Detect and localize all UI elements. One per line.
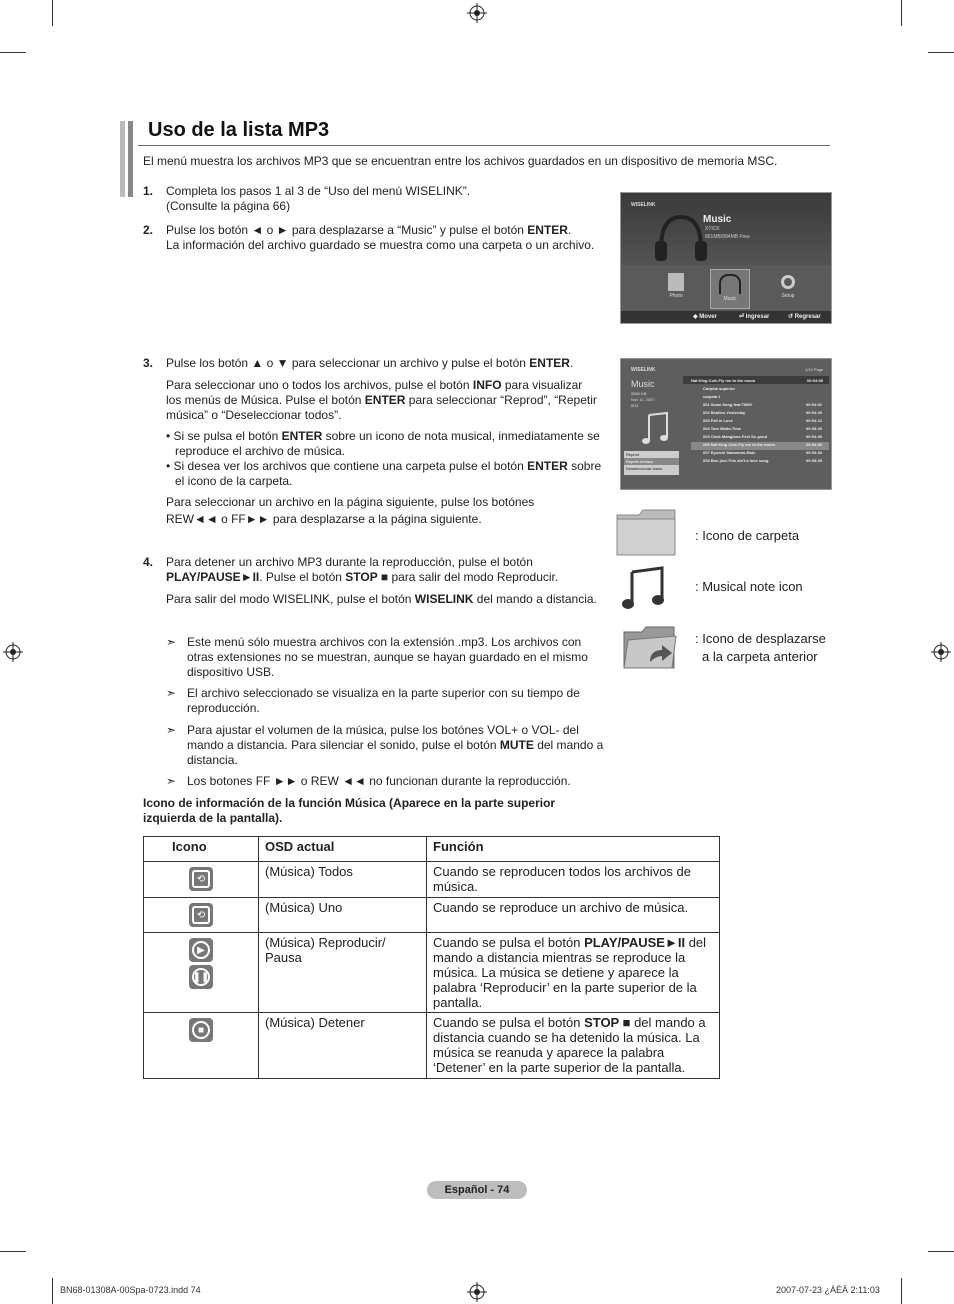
menu-item-setup[interactable]: Setup (773, 269, 803, 309)
table-row: ⟲ (Música) Uno Cuando se reproduce un archivo de música. (144, 898, 720, 933)
step-number: 4. (143, 555, 154, 569)
step-3-paragraph: Para seleccionar uno o todos los archivos, pulse el botón INFO para visualizar los menús de Música. Pulse el botón ENTER para seleccionar “Reprod”, “Repetir música” o “Deseleccionar todos”. (166, 378, 597, 422)
list-item[interactable]: 005 Chuk Mangione-Feel So good 00:04:30 (703, 434, 823, 439)
note-item: ➣ Este menú sólo muestra archivos con la extensión .mp3. Los archivos con otras extensiones no se muestran, aunque se hayan guardado en el mismo dispositivo USB. (166, 635, 588, 679)
col-header-icono: Icono (144, 837, 259, 862)
file-list (691, 386, 829, 466)
crop-mark (0, 1251, 26, 1252)
file-info: 5550 KB Nov 11, 2007 8/11 (631, 391, 655, 408)
crop-mark (52, 1278, 53, 1304)
repeat-all-icon: ⟲ (189, 867, 213, 891)
step-3-text: Pulse los botón ▲ o ▼ para seleccionar un archivo y pulse el botón ENTER. (166, 356, 574, 370)
crop-mark (901, 1278, 902, 1304)
registration-mark-icon (931, 642, 951, 662)
stop-icon: ■ (189, 1018, 213, 1042)
list-item[interactable]: 004 Tom Waits-Time 00:05:20 (703, 426, 823, 431)
music-heading: Music (631, 379, 655, 389)
headphones-icon (651, 211, 711, 263)
step-3-bullets: • Si se pulsa el botón ENTER sobre un icono de nota musical, inmediatamente se reproduce el archivo de música. • Si desea ver los archivos que contiene una carpeta pulse el botón ENTER sobre el icono de la carpeta. (166, 429, 602, 488)
crop-mark (0, 52, 26, 53)
section-header (120, 121, 830, 147)
wiselink-main-screen (620, 192, 832, 324)
list-item[interactable]: 001 Swan Song feat.TBNY 00:04:01 (703, 402, 823, 407)
repeat-one-icon: ⟲ (189, 903, 213, 927)
list-item[interactable]: carpeta 1 (703, 394, 721, 399)
table-row: ■ (Música) Detener Cuando se pulsa el botón STOP ■ del mando a distancia cuando se ha detenido la música. La música se reanuda y aparece la palabra ‘Detener’ en la parte superior de la pantalla. (144, 1013, 720, 1079)
note-marker-icon: ➣ (166, 723, 177, 737)
musical-note-icon-label: : Musical note icon (695, 579, 803, 594)
intro-text: El menú muestra los archivos MP3 que se encuentran entre los achivos guardados en un dispositivo de memoria MSC. (143, 154, 778, 168)
ingresar-hint: ⏎ Ingresar (739, 314, 770, 320)
note-marker-icon: ➣ (166, 635, 177, 649)
col-header-osd: OSD actual (259, 837, 427, 862)
wiselink-logo: WISELINK (631, 202, 656, 208)
table-row: ⟲ (Música) Todos Cuando se reproducen todos los archivos de música. (144, 862, 720, 898)
step-number: 2. (143, 223, 154, 237)
step-1-text: Completa los pasos 1 al 3 de “Uso del menú WISELINK”. (Consulte la página 66) (166, 184, 471, 213)
step-2-text: Pulse los botón ◄ o ► para desplazarse a “Music” y pulse el botón ENTER. La información del archivo guardado se muestra como una carpeta o un archivo. (166, 223, 595, 252)
title-rule (138, 145, 830, 146)
folder-icon (615, 507, 679, 557)
menu-item-photo[interactable]: Photo (661, 269, 691, 309)
note-item: ➣ Los botones FF ►► o REW ◄◄ no funcionan durante la reproducción. (166, 774, 571, 788)
step-3-paragraph-2: Para seleccionar un archivo en la página siguiente, pulse los botónes REW◄◄ o FF►► para desplazarse a la página siguiente. (166, 495, 535, 526)
music-list-screen (620, 358, 832, 490)
step-4-paragraph: Para salir del modo WISELINK, pulse el botón WISELINK del mando a distancia. (166, 592, 597, 606)
crop-mark (52, 0, 53, 26)
list-item[interactable]: 007 Ryuichi Sakamoto-Rain 00:03:34 (703, 450, 823, 455)
list-item[interactable]: 003 Fall in Love 00:04:12 (703, 418, 823, 423)
step-4-text: Para detener un archivo MP3 durante la reproducción, pulse el botón PLAY/PAUSE►II. Pulse el botón STOP ■ para salir del modo Reproducir. (166, 555, 559, 584)
col-header-funcion: Función (427, 837, 720, 862)
registration-mark-icon (3, 642, 23, 662)
option-menu (624, 451, 679, 475)
folder-up-icon-label: : Icono de desplazarse a la carpeta anterior (695, 631, 826, 664)
regresar-hint: ↺ Regresar (788, 314, 821, 320)
menu-reprod[interactable]: Reprod (626, 452, 640, 457)
crop-mark (928, 1251, 954, 1252)
page-indicator: 1/10 Page (805, 367, 824, 372)
music-icon-table (143, 836, 720, 1079)
page-title: Uso de la lista MP3 (148, 119, 330, 141)
device-space: 861MB/994MB Free (705, 234, 750, 240)
menu-repetir[interactable]: Repetir música (624, 458, 679, 465)
crop-mark (928, 52, 954, 53)
menu-item-music[interactable]: Music (710, 269, 750, 309)
wiselink-logo: WISELINK (631, 367, 656, 373)
mover-hint: ◆ Mover (693, 314, 717, 320)
page-number: Español - 74 (427, 1181, 527, 1199)
music-heading: Music (703, 214, 732, 225)
play-icon: ▶ (189, 938, 213, 962)
crop-mark (901, 0, 902, 26)
folder-icon-label: : Icono de carpeta (695, 528, 800, 543)
registration-mark-icon (467, 1282, 487, 1302)
step-number: 1. (143, 184, 154, 198)
footer-date: 2007-07-23 ¿ÀÈÄ 2:11:03 (776, 1285, 880, 1295)
musical-note-icon (622, 566, 666, 612)
device-name: XTICK (705, 226, 720, 232)
tv-footer-bar (621, 311, 831, 323)
folder-up-icon (620, 622, 680, 672)
list-item[interactable]: 002 Beatles-Yesterday 00:04:20 (703, 410, 823, 415)
list-item[interactable]: 008 Bon jovi-This ain't a love song 00:05:25 (703, 458, 823, 463)
pause-icon: ❚❚ (189, 965, 213, 989)
menu-deseleccionar[interactable]: Deseleccionar todos (626, 466, 663, 471)
note-marker-icon: ➣ (166, 686, 177, 700)
note-item: ➣ Para ajustar el volumen de la música, pulse los botónes VOL+ o VOL- del mando a distancia. Para silenciar el sonido, pulse el botón MUTE del mando a distancia. (166, 723, 604, 767)
table-heading: Icono de información de la función Música (Aparece en la parte superior izquierda de la pantalla). (143, 796, 556, 825)
list-item[interactable]: 006 Nat King Cole-Fly me to the moon 00:04:30 (691, 442, 829, 450)
list-item[interactable]: Carpeta superior (703, 386, 736, 391)
note-marker-icon: ➣ (166, 774, 177, 788)
step-number: 3. (143, 356, 154, 370)
musical-note-icon (641, 411, 671, 447)
table-row: ▶ ❚❚ (Música) Reproducir/ Pausa Cuando se pulsa el botón PLAY/PAUSE►II del mando a distancia mientras se reproduce la música. La música se detiene y aparece la palabra ‘Reproducir’ en la parte superior de la pantalla. (144, 933, 720, 1013)
registration-mark-icon (467, 3, 487, 23)
now-playing-bar: Nat King Cole-Fly me to the moon 00:04:09 (683, 376, 829, 384)
note-item: ➣ El archivo seleccionado se visualiza en la parte superior con su tiempo de reproducción. (166, 686, 580, 715)
footer-file: BN68-01308A-00Spa-0723.indd 74 (60, 1285, 201, 1295)
